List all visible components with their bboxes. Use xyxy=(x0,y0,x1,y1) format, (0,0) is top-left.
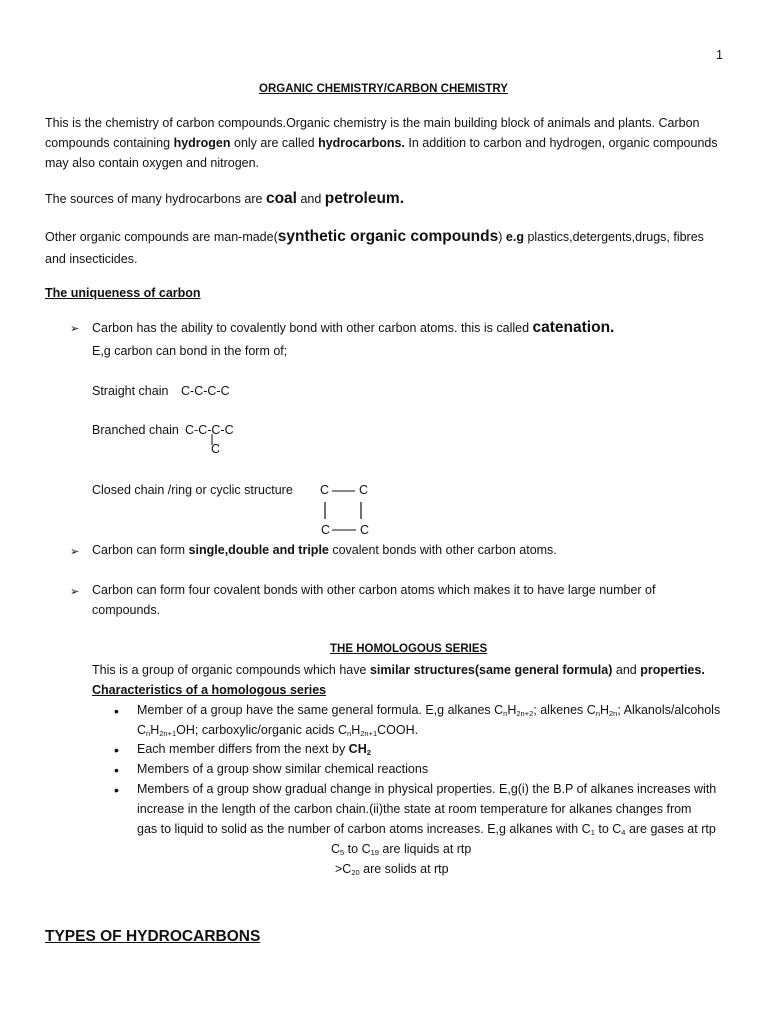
uniqueness-heading: The uniqueness of carbon xyxy=(45,286,201,300)
chemical-reactions-line: Members of a group show similar chemical reactions xyxy=(137,762,429,776)
characteristics-heading: Characteristics of a homologous series xyxy=(92,683,327,697)
bullet-dot-4: • xyxy=(114,782,119,798)
ring-bonds xyxy=(318,486,374,534)
physical-properties-line-2: increase in the length of the carbon chain.(ii)the state at room temperature for alkanes changes from xyxy=(137,802,692,816)
branched-chain-label: Branched chain xyxy=(92,423,179,437)
closed-chain-label: Closed chain /ring or cyclic structure xyxy=(92,483,293,497)
page-title: ORGANIC CHEMISTRY/CARBON CHEMISTRY xyxy=(259,83,508,95)
bullet-dot-1: • xyxy=(114,703,119,719)
four-bonds-line-1: Carbon can form four covalent bonds with other carbon atoms which makes it to have large number of xyxy=(92,583,656,597)
ch2-difference-line: Each member differs from the next by $CH_2$ xyxy=(137,742,371,757)
synthetic-line-1: Other organic compounds are man-made(synthetic organic compounds) e.g plastics,detergents,drugs, fibres xyxy=(45,228,704,245)
solids-line: $>C_{20}$ are solids at rtp xyxy=(335,862,449,877)
homologous-heading: THE HOMOLOGOUS SERIES xyxy=(330,643,488,655)
homologous-definition: This is a group of organic compounds which have similar structures(same general formula) and properties. xyxy=(92,663,705,677)
sources-paragraph: The sources of many hydrocarbons are coal and petroleum. xyxy=(45,190,405,207)
catenation-line: Carbon has the ability to covalently bond with other carbon atoms. this is called catenation. xyxy=(92,319,615,336)
term-catenation: catenation. xyxy=(532,319,615,336)
types-heading: TYPES OF HYDROCARBONS xyxy=(45,928,261,945)
physical-properties-line-3: gas to liquid to solid as the number of carbon atoms increases. E,g alkanes with $C_1$ to $C_4$ are gases at rtp xyxy=(137,822,716,837)
bond-types-line: Carbon can form single,double and triple covalent bonds with other carbon atoms. xyxy=(92,543,557,557)
intro-line-3: may also contain oxygen and nitrogen. xyxy=(45,156,260,170)
general-formula-line-2: $C_nH_{2n+1}OH$; carboxylic/organic acids $C_nH_{2n+1}COOH$. xyxy=(137,723,419,738)
ring-atom-bottom-left: C xyxy=(321,523,331,537)
branched-chain-formula: C-C-C-C xyxy=(185,423,234,437)
intro-line-2: compounds containing hydrogen only are called hydrocarbons. In addition to carbon and hydrogen, organic compounds xyxy=(45,136,718,150)
straight-chain-label: Straight chain xyxy=(92,384,169,398)
term-coal: coal xyxy=(265,190,297,207)
four-bonds-line-2: compounds. xyxy=(92,603,161,617)
term-petroleum: petroleum. xyxy=(324,190,405,207)
branched-chain-branch: C xyxy=(211,442,221,456)
ring-atom-bottom-right: C xyxy=(360,523,370,537)
catenation-eg: E,g carbon can bond in the form of; xyxy=(92,344,288,358)
bullet-dot-2: • xyxy=(114,742,119,758)
page-number: 1 xyxy=(716,48,723,62)
bullet-arrow-3: ➢ xyxy=(70,586,80,598)
general-formula-line-1: Member of a group have the same general formula. E,g alkanes $C_nH_{2n+2}$; alkenes $C_nH_{2n}$; Alkanols/alcohols xyxy=(137,703,721,718)
ring-atom-top-right: C xyxy=(359,483,369,497)
bullet-arrow-1: ➢ xyxy=(70,323,80,335)
bullet-dot-3: • xyxy=(114,762,119,778)
intro-line-1: This is the chemistry of carbon compounds.Organic chemistry is the main building block of animals and plants. Carbon xyxy=(45,116,700,130)
straight-chain-formula: C-C-C-C xyxy=(181,384,230,398)
synthetic-line-2: and insecticides. xyxy=(45,252,138,266)
ring-atom-top-left: C xyxy=(320,483,330,497)
liquids-line: $C_5$ to $C_{19}$ are liquids at rtp xyxy=(331,842,472,857)
physical-properties-line-1: Members of a group show gradual change in physical properties. E,g(i) the B.P of alkanes increases with xyxy=(137,782,717,796)
bullet-arrow-2: ➢ xyxy=(70,546,80,558)
term-synthetic: synthetic organic compounds xyxy=(277,228,499,245)
